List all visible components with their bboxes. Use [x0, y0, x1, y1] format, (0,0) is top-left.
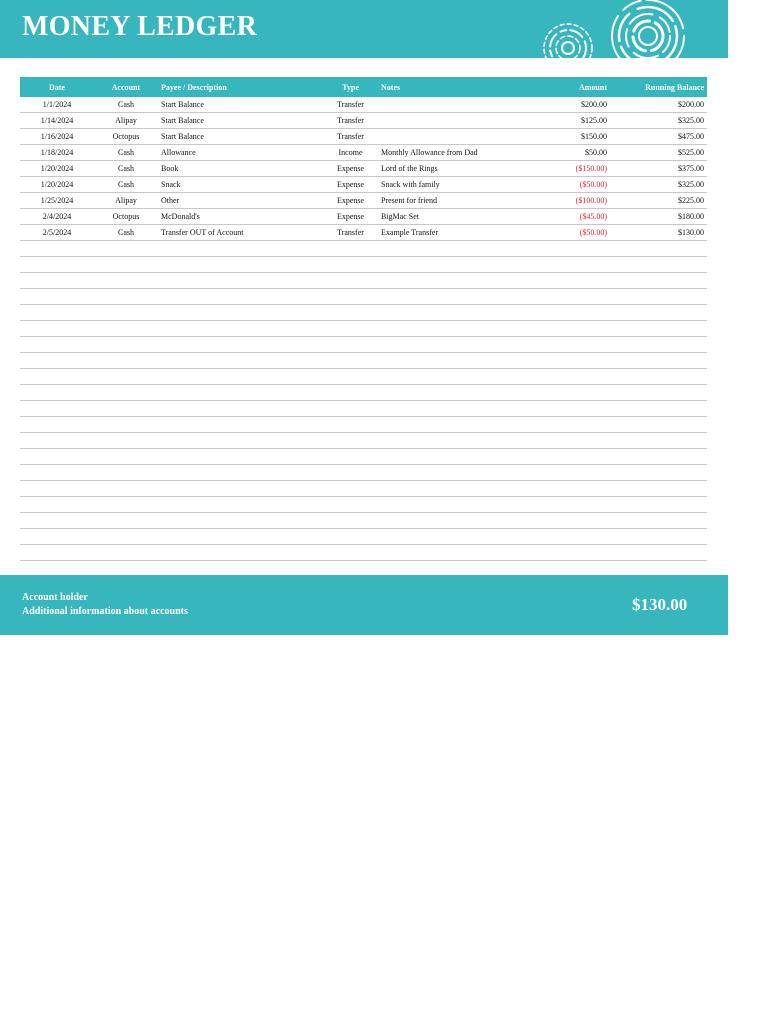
- empty-cell[interactable]: [378, 289, 538, 305]
- empty-cell[interactable]: [378, 385, 538, 401]
- empty-cell[interactable]: [610, 289, 707, 305]
- cell-payee[interactable]: Transfer OUT of Account: [158, 225, 323, 241]
- empty-cell[interactable]: [538, 353, 610, 369]
- table-row: [20, 193, 707, 209]
- cell-notes[interactable]: [378, 97, 538, 113]
- header-banner: [0, 0, 728, 58]
- footer-banner: [0, 575, 728, 635]
- cell-type[interactable]: Transfer: [323, 225, 378, 241]
- empty-cell[interactable]: [378, 273, 538, 289]
- empty-cell[interactable]: [158, 417, 323, 433]
- empty-cell[interactable]: [610, 465, 707, 481]
- cell-amount[interactable]: ($50.00): [538, 177, 610, 193]
- empty-cell[interactable]: [610, 417, 707, 433]
- empty-cell[interactable]: [610, 353, 707, 369]
- cell-notes[interactable]: BigMac Set: [378, 209, 538, 225]
- cell-type[interactable]: Transfer: [323, 129, 378, 145]
- cell-balance[interactable]: $225.00: [610, 193, 707, 209]
- empty-cell[interactable]: [20, 417, 94, 433]
- empty-cell[interactable]: [94, 401, 158, 417]
- cell-account[interactable]: Cash: [94, 145, 158, 161]
- empty-cell[interactable]: [378, 481, 538, 497]
- cell-amount[interactable]: ($50.00): [538, 225, 610, 241]
- empty-table-row: [20, 513, 707, 529]
- empty-cell[interactable]: [538, 305, 610, 321]
- cell-date[interactable]: 2/5/2024: [20, 225, 94, 241]
- table-row: [20, 225, 707, 241]
- empty-cell[interactable]: [323, 369, 378, 385]
- empty-cell[interactable]: [20, 289, 94, 305]
- empty-cell[interactable]: [610, 433, 707, 449]
- empty-cell[interactable]: [158, 369, 323, 385]
- cell-balance[interactable]: $180.00: [610, 209, 707, 225]
- cell-balance[interactable]: $130.00: [610, 225, 707, 241]
- empty-cell[interactable]: [20, 241, 94, 257]
- empty-cell[interactable]: [378, 417, 538, 433]
- empty-cell[interactable]: [538, 369, 610, 385]
- table-row: [20, 113, 707, 129]
- empty-table-row: [20, 273, 707, 289]
- cell-account[interactable]: Octopus: [94, 129, 158, 145]
- empty-cell[interactable]: [94, 529, 158, 545]
- empty-cell[interactable]: [538, 337, 610, 353]
- empty-cell[interactable]: [538, 481, 610, 497]
- cell-payee[interactable]: Start Balance: [158, 129, 323, 145]
- additional-info-label: Additional information about accounts: [22, 606, 188, 617]
- empty-cell[interactable]: [378, 401, 538, 417]
- empty-table-row: [20, 321, 707, 337]
- empty-cell[interactable]: [20, 401, 94, 417]
- empty-cell[interactable]: [610, 257, 707, 273]
- empty-cell[interactable]: [610, 241, 707, 257]
- empty-cell[interactable]: [323, 497, 378, 513]
- empty-cell[interactable]: [378, 497, 538, 513]
- cell-type[interactable]: Income: [323, 145, 378, 161]
- empty-cell[interactable]: [538, 465, 610, 481]
- table-row: [20, 177, 707, 193]
- empty-cell[interactable]: [94, 321, 158, 337]
- col-header-notes[interactable]: Notes: [378, 77, 538, 97]
- empty-cell[interactable]: [378, 513, 538, 529]
- cell-payee[interactable]: Start Balance: [158, 113, 323, 129]
- empty-cell[interactable]: [20, 337, 94, 353]
- col-header-amount[interactable]: Amount: [538, 77, 610, 97]
- empty-cell[interactable]: [323, 449, 378, 465]
- empty-cell[interactable]: [610, 305, 707, 321]
- empty-cell[interactable]: [538, 385, 610, 401]
- empty-cell[interactable]: [158, 513, 323, 529]
- empty-cell[interactable]: [94, 289, 158, 305]
- empty-cell[interactable]: [378, 369, 538, 385]
- empty-cell[interactable]: [323, 465, 378, 481]
- empty-cell[interactable]: [158, 481, 323, 497]
- empty-cell[interactable]: [158, 401, 323, 417]
- empty-cell[interactable]: [610, 481, 707, 497]
- cell-type[interactable]: Expense: [323, 209, 378, 225]
- empty-cell[interactable]: [158, 337, 323, 353]
- ledger-header-row: [20, 77, 707, 97]
- empty-cell[interactable]: [610, 321, 707, 337]
- cell-amount[interactable]: $200.00: [538, 97, 610, 113]
- empty-table-row: [20, 305, 707, 321]
- empty-cell[interactable]: [610, 545, 707, 561]
- empty-cell[interactable]: [158, 241, 323, 257]
- empty-cell[interactable]: [20, 497, 94, 513]
- empty-table-row: [20, 433, 707, 449]
- empty-cell[interactable]: [538, 289, 610, 305]
- empty-cell[interactable]: [20, 305, 94, 321]
- empty-cell[interactable]: [610, 529, 707, 545]
- empty-cell[interactable]: [158, 449, 323, 465]
- empty-cell[interactable]: [538, 257, 610, 273]
- empty-cell[interactable]: [158, 433, 323, 449]
- empty-cell[interactable]: [94, 417, 158, 433]
- empty-cell[interactable]: [20, 257, 94, 273]
- ledger-body: [20, 97, 707, 577]
- empty-cell[interactable]: [94, 449, 158, 465]
- empty-cell[interactable]: [20, 481, 94, 497]
- cell-notes[interactable]: Lord of the Rings: [378, 161, 538, 177]
- cell-notes[interactable]: [378, 129, 538, 145]
- table-row: [20, 129, 707, 145]
- empty-cell[interactable]: [538, 433, 610, 449]
- cell-payee[interactable]: McDonald's: [158, 209, 323, 225]
- empty-cell[interactable]: [378, 449, 538, 465]
- empty-table-row: [20, 465, 707, 481]
- cell-account[interactable]: Cash: [94, 97, 158, 113]
- empty-cell[interactable]: [610, 337, 707, 353]
- cell-type[interactable]: Expense: [323, 193, 378, 209]
- empty-cell[interactable]: [610, 449, 707, 465]
- cell-date[interactable]: 1/16/2024: [20, 129, 94, 145]
- empty-cell[interactable]: [538, 545, 610, 561]
- empty-cell[interactable]: [94, 433, 158, 449]
- empty-cell[interactable]: [158, 257, 323, 273]
- cell-amount[interactable]: ($150.00): [538, 161, 610, 177]
- empty-table-row: [20, 449, 707, 465]
- cell-date[interactable]: 1/14/2024: [20, 113, 94, 129]
- empty-cell[interactable]: [158, 273, 323, 289]
- empty-cell[interactable]: [94, 465, 158, 481]
- empty-cell[interactable]: [158, 289, 323, 305]
- empty-cell[interactable]: [538, 449, 610, 465]
- cell-balance[interactable]: $475.00: [610, 129, 707, 145]
- empty-cell[interactable]: [158, 385, 323, 401]
- empty-table-row: [20, 289, 707, 305]
- empty-cell[interactable]: [323, 289, 378, 305]
- cell-date[interactable]: 2/4/2024: [20, 209, 94, 225]
- cell-amount[interactable]: $150.00: [538, 129, 610, 145]
- empty-cell[interactable]: [323, 273, 378, 289]
- empty-cell[interactable]: [323, 385, 378, 401]
- empty-cell[interactable]: [20, 321, 94, 337]
- empty-table-row: [20, 481, 707, 497]
- cell-date[interactable]: 1/25/2024: [20, 193, 94, 209]
- cell-payee[interactable]: Allowance: [158, 145, 323, 161]
- cell-account[interactable]: Cash: [94, 161, 158, 177]
- empty-cell[interactable]: [158, 497, 323, 513]
- empty-table-row: [20, 385, 707, 401]
- cell-balance[interactable]: $325.00: [610, 177, 707, 193]
- cell-account[interactable]: Cash: [94, 225, 158, 241]
- col-header-date[interactable]: Date: [20, 77, 94, 97]
- empty-cell[interactable]: [323, 241, 378, 257]
- empty-cell[interactable]: [323, 401, 378, 417]
- empty-table-row: [20, 337, 707, 353]
- empty-cell[interactable]: [378, 337, 538, 353]
- empty-cell[interactable]: [610, 401, 707, 417]
- empty-cell[interactable]: [538, 241, 610, 257]
- empty-cell[interactable]: [20, 529, 94, 545]
- decorative-circles-icon: [540, 0, 700, 58]
- empty-table-row: [20, 497, 707, 513]
- empty-table-row: [20, 529, 707, 545]
- empty-table-row: [20, 401, 707, 417]
- empty-table-row: [20, 353, 707, 369]
- empty-cell[interactable]: [94, 241, 158, 257]
- cell-payee[interactable]: Other: [158, 193, 323, 209]
- page-title: MONEY LEDGER: [22, 11, 258, 42]
- empty-cell[interactable]: [610, 369, 707, 385]
- cell-notes[interactable]: Example Transfer: [378, 225, 538, 241]
- empty-cell[interactable]: [538, 401, 610, 417]
- empty-cell[interactable]: [323, 257, 378, 273]
- empty-cell[interactable]: [323, 513, 378, 529]
- account-holder-label: Account holder: [22, 592, 88, 603]
- col-header-type[interactable]: Type: [323, 77, 378, 97]
- col-header-balance[interactable]: Running Balance: [610, 77, 707, 97]
- cell-balance[interactable]: $200.00: [610, 97, 707, 113]
- empty-cell[interactable]: [323, 417, 378, 433]
- empty-cell[interactable]: [610, 273, 707, 289]
- empty-cell[interactable]: [94, 353, 158, 369]
- empty-cell[interactable]: [323, 305, 378, 321]
- cell-date[interactable]: 1/1/2024: [20, 97, 94, 113]
- empty-cell[interactable]: [94, 273, 158, 289]
- cell-amount[interactable]: $125.00: [538, 113, 610, 129]
- ledger-table: [20, 77, 707, 577]
- empty-cell[interactable]: [20, 465, 94, 481]
- empty-cell[interactable]: [610, 385, 707, 401]
- cell-payee[interactable]: Book: [158, 161, 323, 177]
- cell-date[interactable]: 1/20/2024: [20, 161, 94, 177]
- empty-table-row: [20, 257, 707, 273]
- empty-cell[interactable]: [378, 465, 538, 481]
- table-row: [20, 209, 707, 225]
- empty-cell[interactable]: [158, 305, 323, 321]
- cell-balance[interactable]: $375.00: [610, 161, 707, 177]
- empty-cell[interactable]: [610, 497, 707, 513]
- empty-cell[interactable]: [20, 513, 94, 529]
- cell-payee[interactable]: Snack: [158, 177, 323, 193]
- col-header-account[interactable]: Account: [94, 77, 158, 97]
- empty-table-row: [20, 369, 707, 385]
- empty-cell[interactable]: [538, 513, 610, 529]
- empty-cell[interactable]: [20, 433, 94, 449]
- empty-cell[interactable]: [158, 465, 323, 481]
- empty-cell[interactable]: [538, 321, 610, 337]
- cell-type[interactable]: Transfer: [323, 113, 378, 129]
- empty-cell[interactable]: [378, 433, 538, 449]
- empty-cell[interactable]: [538, 273, 610, 289]
- empty-cell[interactable]: [378, 241, 538, 257]
- empty-cell[interactable]: [94, 385, 158, 401]
- empty-cell[interactable]: [323, 545, 378, 561]
- empty-cell[interactable]: [538, 529, 610, 545]
- cell-type[interactable]: Expense: [323, 177, 378, 193]
- empty-cell[interactable]: [94, 257, 158, 273]
- empty-cell[interactable]: [20, 545, 94, 561]
- empty-cell[interactable]: [20, 273, 94, 289]
- empty-cell[interactable]: [610, 513, 707, 529]
- empty-cell[interactable]: [20, 369, 94, 385]
- empty-cell[interactable]: [20, 385, 94, 401]
- empty-cell[interactable]: [323, 337, 378, 353]
- empty-cell[interactable]: [378, 305, 538, 321]
- cell-notes[interactable]: Present for friend: [378, 193, 538, 209]
- col-header-payee[interactable]: Payee / Description: [158, 77, 323, 97]
- empty-cell[interactable]: [94, 545, 158, 561]
- cell-type[interactable]: Transfer: [323, 97, 378, 113]
- empty-cell[interactable]: [158, 321, 323, 337]
- empty-cell[interactable]: [378, 545, 538, 561]
- table-row: [20, 161, 707, 177]
- empty-cell[interactable]: [323, 353, 378, 369]
- cell-account[interactable]: Alipay: [94, 193, 158, 209]
- empty-cell[interactable]: [378, 257, 538, 273]
- empty-cell[interactable]: [158, 353, 323, 369]
- empty-cell[interactable]: [94, 305, 158, 321]
- empty-cell[interactable]: [378, 353, 538, 369]
- cell-type[interactable]: Expense: [323, 161, 378, 177]
- cell-notes[interactable]: Snack with family: [378, 177, 538, 193]
- empty-cell[interactable]: [94, 497, 158, 513]
- total-balance: $130.00: [632, 595, 688, 614]
- empty-cell[interactable]: [158, 545, 323, 561]
- cell-account[interactable]: Octopus: [94, 209, 158, 225]
- cell-notes[interactable]: [378, 113, 538, 129]
- cell-account[interactable]: Alipay: [94, 113, 158, 129]
- empty-table-row: [20, 417, 707, 433]
- empty-cell[interactable]: [94, 481, 158, 497]
- cell-account[interactable]: Cash: [94, 177, 158, 193]
- empty-cell[interactable]: [20, 449, 94, 465]
- cell-balance[interactable]: $525.00: [610, 145, 707, 161]
- cell-date[interactable]: 1/18/2024: [20, 145, 94, 161]
- cell-date[interactable]: 1/20/2024: [20, 177, 94, 193]
- empty-table-row: [20, 241, 707, 257]
- empty-cell[interactable]: [323, 433, 378, 449]
- cell-amount[interactable]: $50.00: [538, 145, 610, 161]
- empty-cell[interactable]: [94, 369, 158, 385]
- empty-cell[interactable]: [20, 353, 94, 369]
- empty-cell[interactable]: [323, 321, 378, 337]
- table-row: [20, 145, 707, 161]
- table-row: [20, 97, 707, 113]
- cell-notes[interactable]: Monthly Allowance from Dad: [378, 145, 538, 161]
- empty-cell[interactable]: [538, 497, 610, 513]
- empty-cell[interactable]: [538, 417, 610, 433]
- empty-cell[interactable]: [94, 513, 158, 529]
- empty-cell[interactable]: [323, 529, 378, 545]
- empty-cell[interactable]: [158, 529, 323, 545]
- empty-cell[interactable]: [378, 321, 538, 337]
- cell-amount[interactable]: ($45.00): [538, 209, 610, 225]
- cell-balance[interactable]: $325.00: [610, 113, 707, 129]
- cell-amount[interactable]: ($100.00): [538, 193, 610, 209]
- cell-payee[interactable]: Start Balance: [158, 97, 323, 113]
- empty-cell[interactable]: [94, 337, 158, 353]
- empty-cell[interactable]: [378, 529, 538, 545]
- empty-table-row: [20, 545, 707, 561]
- empty-cell[interactable]: [323, 481, 378, 497]
